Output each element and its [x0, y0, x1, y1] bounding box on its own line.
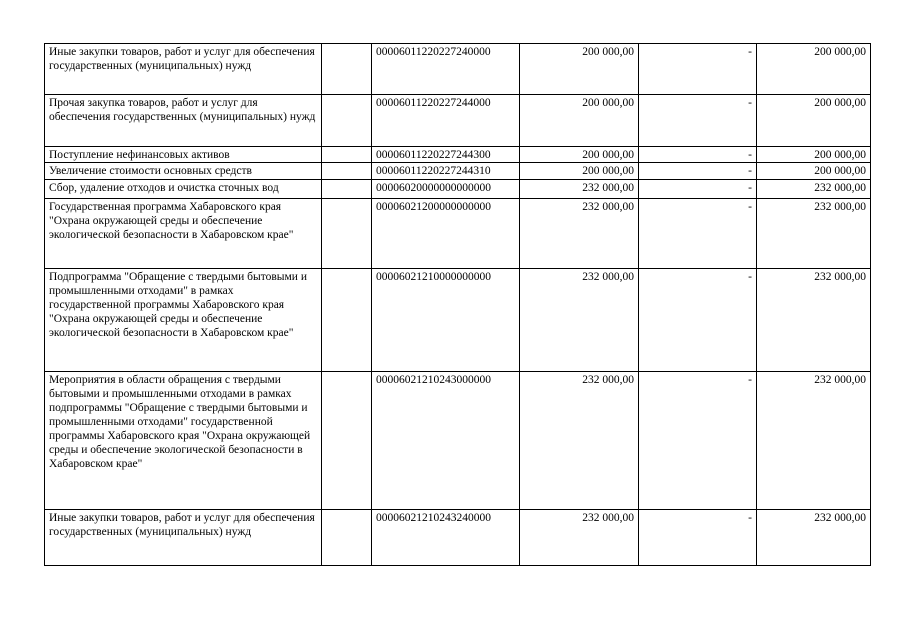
unexecuted-amount-cell: 232 000,00: [757, 180, 871, 199]
executed-amount-cell: -: [639, 180, 757, 199]
executed-amount-cell: -: [639, 163, 757, 180]
unexecuted-amount-cell: 232 000,00: [757, 199, 871, 269]
table-row: [45, 44, 871, 95]
approved-amount-cell: 200 000,00: [520, 163, 639, 180]
table-row: [45, 147, 871, 163]
row-code-cell: 00006011220227244300: [372, 147, 520, 163]
row-code-cell: 00006011220227240000: [372, 44, 520, 95]
empty-cell: [322, 147, 372, 163]
unexecuted-amount-cell: 232 000,00: [757, 510, 871, 566]
budget-execution-table: [44, 43, 871, 566]
approved-amount-cell: 232 000,00: [520, 180, 639, 199]
approved-amount-cell: 200 000,00: [520, 44, 639, 95]
empty-cell: [322, 269, 372, 372]
row-name-cell: Мероприятия в области обращения с твердыми бытовыми и промышленными отходами в рамках подпрограммы "Обращение с твердыми бытовыми и промышленными отходами" государственной программы Хабаровского края "Охрана окружающей среды и обеспечение экологической безопасности в Хабаровском крае": [45, 372, 322, 510]
table-row: [45, 269, 871, 372]
row-name-cell: Сбор, удаление отходов и очистка сточных вод: [45, 180, 322, 199]
executed-amount-cell: -: [639, 199, 757, 269]
empty-cell: [322, 372, 372, 510]
empty-cell: [322, 180, 372, 199]
row-code-cell: 00006021210243240000: [372, 510, 520, 566]
unexecuted-amount-cell: 232 000,00: [757, 269, 871, 372]
approved-amount-cell: 200 000,00: [520, 147, 639, 163]
row-code-cell: 00006021200000000000: [372, 199, 520, 269]
approved-amount-cell: 232 000,00: [520, 269, 639, 372]
executed-amount-cell: -: [639, 44, 757, 95]
unexecuted-amount-cell: 200 000,00: [757, 163, 871, 180]
empty-cell: [322, 44, 372, 95]
table-row: [45, 372, 871, 510]
executed-amount-cell: -: [639, 95, 757, 147]
row-name-cell: Поступление нефинансовых активов: [45, 147, 322, 163]
row-name-cell: Прочая закупка товаров, работ и услуг для обеспечения государственных (муниципальных) нужд: [45, 95, 322, 147]
unexecuted-amount-cell: 232 000,00: [757, 372, 871, 510]
unexecuted-amount-cell: 200 000,00: [757, 44, 871, 95]
executed-amount-cell: -: [639, 510, 757, 566]
empty-cell: [322, 199, 372, 269]
unexecuted-amount-cell: 200 000,00: [757, 95, 871, 147]
executed-amount-cell: -: [639, 269, 757, 372]
table-row: [45, 95, 871, 147]
row-code-cell: 00006011220227244310: [372, 163, 520, 180]
approved-amount-cell: 232 000,00: [520, 372, 639, 510]
table-row: [45, 180, 871, 199]
empty-cell: [322, 95, 372, 147]
executed-amount-cell: -: [639, 372, 757, 510]
executed-amount-cell: -: [639, 147, 757, 163]
row-code-cell: 00006021210243000000: [372, 372, 520, 510]
row-name-cell: Иные закупки товаров, работ и услуг для обеспечения государственных (муниципальных) нужд: [45, 44, 322, 95]
approved-amount-cell: 232 000,00: [520, 510, 639, 566]
table-row: [45, 510, 871, 566]
table-row: [45, 163, 871, 180]
empty-cell: [322, 510, 372, 566]
row-name-cell: Иные закупки товаров, работ и услуг для обеспечения государственных (муниципальных) нужд: [45, 510, 322, 566]
row-code-cell: 00006021210000000000: [372, 269, 520, 372]
unexecuted-amount-cell: 200 000,00: [757, 147, 871, 163]
table-row: [45, 199, 871, 269]
empty-cell: [322, 163, 372, 180]
row-name-cell: Подпрограмма "Обращение с твердыми бытовыми и промышленными отходами" в рамках государственной программы Хабаровского края "Охрана окружающей среды и обеспечение экологической безопасности в Хабаровском крае": [45, 269, 322, 372]
row-code-cell: 00006020000000000000: [372, 180, 520, 199]
row-code-cell: 00006011220227244000: [372, 95, 520, 147]
approved-amount-cell: 232 000,00: [520, 199, 639, 269]
row-name-cell: Увеличение стоимости основных средств: [45, 163, 322, 180]
approved-amount-cell: 200 000,00: [520, 95, 639, 147]
row-name-cell: Государственная программа Хабаровского края "Охрана окружающей среды и обеспечение экологической безопасности в Хабаровском крае": [45, 199, 322, 269]
